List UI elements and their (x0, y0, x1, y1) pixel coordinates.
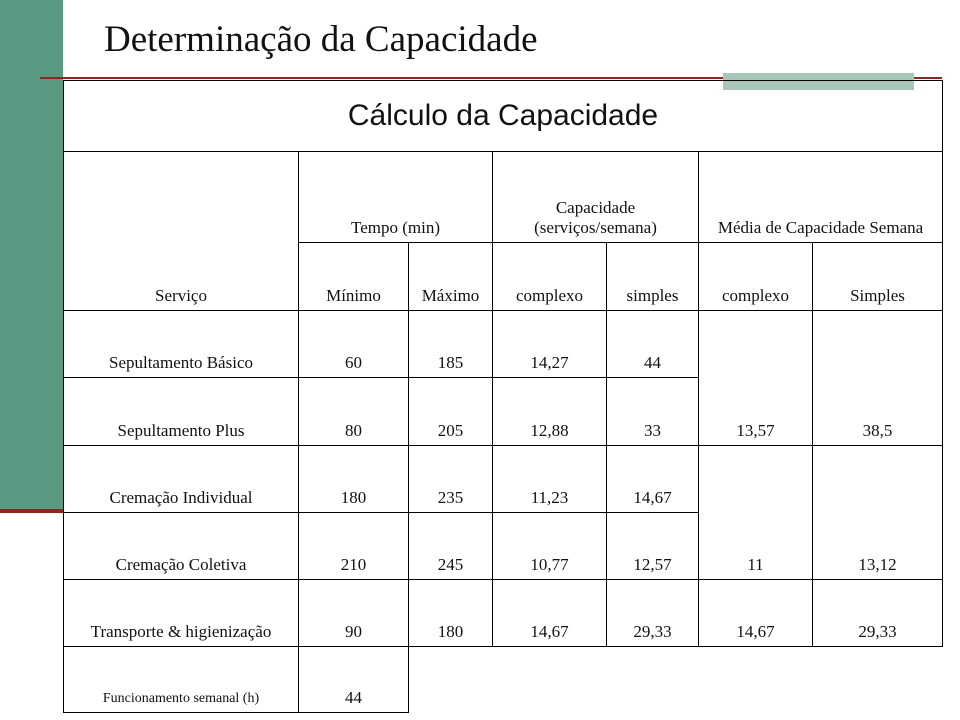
row-maximo: 235 (409, 446, 493, 513)
header-cap-complexo: complexo (493, 243, 607, 311)
media-complexo: 14,67 (699, 580, 813, 647)
row-maximo: 245 (409, 513, 493, 580)
row-simples: 44 (607, 311, 699, 378)
row-minimo: 210 (299, 513, 409, 580)
table-row (64, 446, 943, 513)
row-complexo: 12,88 (493, 378, 607, 446)
row-servico: Cremação Coletiva (64, 513, 299, 580)
header-media: Média de Capacidade Semana (699, 152, 943, 243)
row-simples: 29,33 (607, 580, 699, 647)
capacity-table (63, 80, 943, 713)
row-minimo: 80 (299, 378, 409, 446)
row-minimo: 60 (299, 311, 409, 378)
header-cap-simples: simples (607, 243, 699, 311)
media-simples: 38,5 (813, 311, 943, 446)
media-complexo: 13,57 (699, 311, 813, 446)
row-simples: 14,67 (607, 446, 699, 513)
header-maximo: Máximo (409, 243, 493, 311)
header-capacidade: Capacidade (serviços/semana) (493, 152, 699, 243)
media-simples: 29,33 (813, 580, 943, 647)
table-row (64, 580, 943, 647)
header-med-simples: Simples (813, 243, 943, 311)
media-simples: 13,12 (813, 446, 943, 580)
header-minimo: Mínimo (299, 243, 409, 311)
slide-title: Determinação da Capacidade (104, 19, 538, 60)
table-row (64, 647, 943, 713)
header-servico: Serviço (64, 152, 299, 311)
row-complexo: 11,23 (493, 446, 607, 513)
footer-value: 44 (299, 647, 409, 713)
table-row (64, 311, 943, 378)
row-maximo: 205 (409, 378, 493, 446)
row-minimo: 90 (299, 580, 409, 647)
row-simples: 12,57 (607, 513, 699, 580)
table-caption: Cálculo da Capacidade (64, 81, 943, 152)
row-servico: Cremação Individual (64, 446, 299, 513)
header-med-complexo: complexo (699, 243, 813, 311)
media-complexo: 11 (699, 446, 813, 580)
row-maximo: 185 (409, 311, 493, 378)
row-complexo: 14,67 (493, 580, 607, 647)
row-complexo: 14,27 (493, 311, 607, 378)
row-minimo: 180 (299, 446, 409, 513)
row-complexo: 10,77 (493, 513, 607, 580)
row-maximo: 180 (409, 580, 493, 647)
row-servico: Sepultamento Plus (64, 378, 299, 446)
header-tempo: Tempo (min) (299, 152, 493, 243)
left-accent-bar-edge (0, 509, 63, 513)
row-servico: Sepultamento Básico (64, 311, 299, 378)
row-simples: 33 (607, 378, 699, 446)
row-servico: Transporte & higienização (64, 580, 299, 647)
footer-label: Funcionamento semanal (h) (64, 647, 299, 713)
